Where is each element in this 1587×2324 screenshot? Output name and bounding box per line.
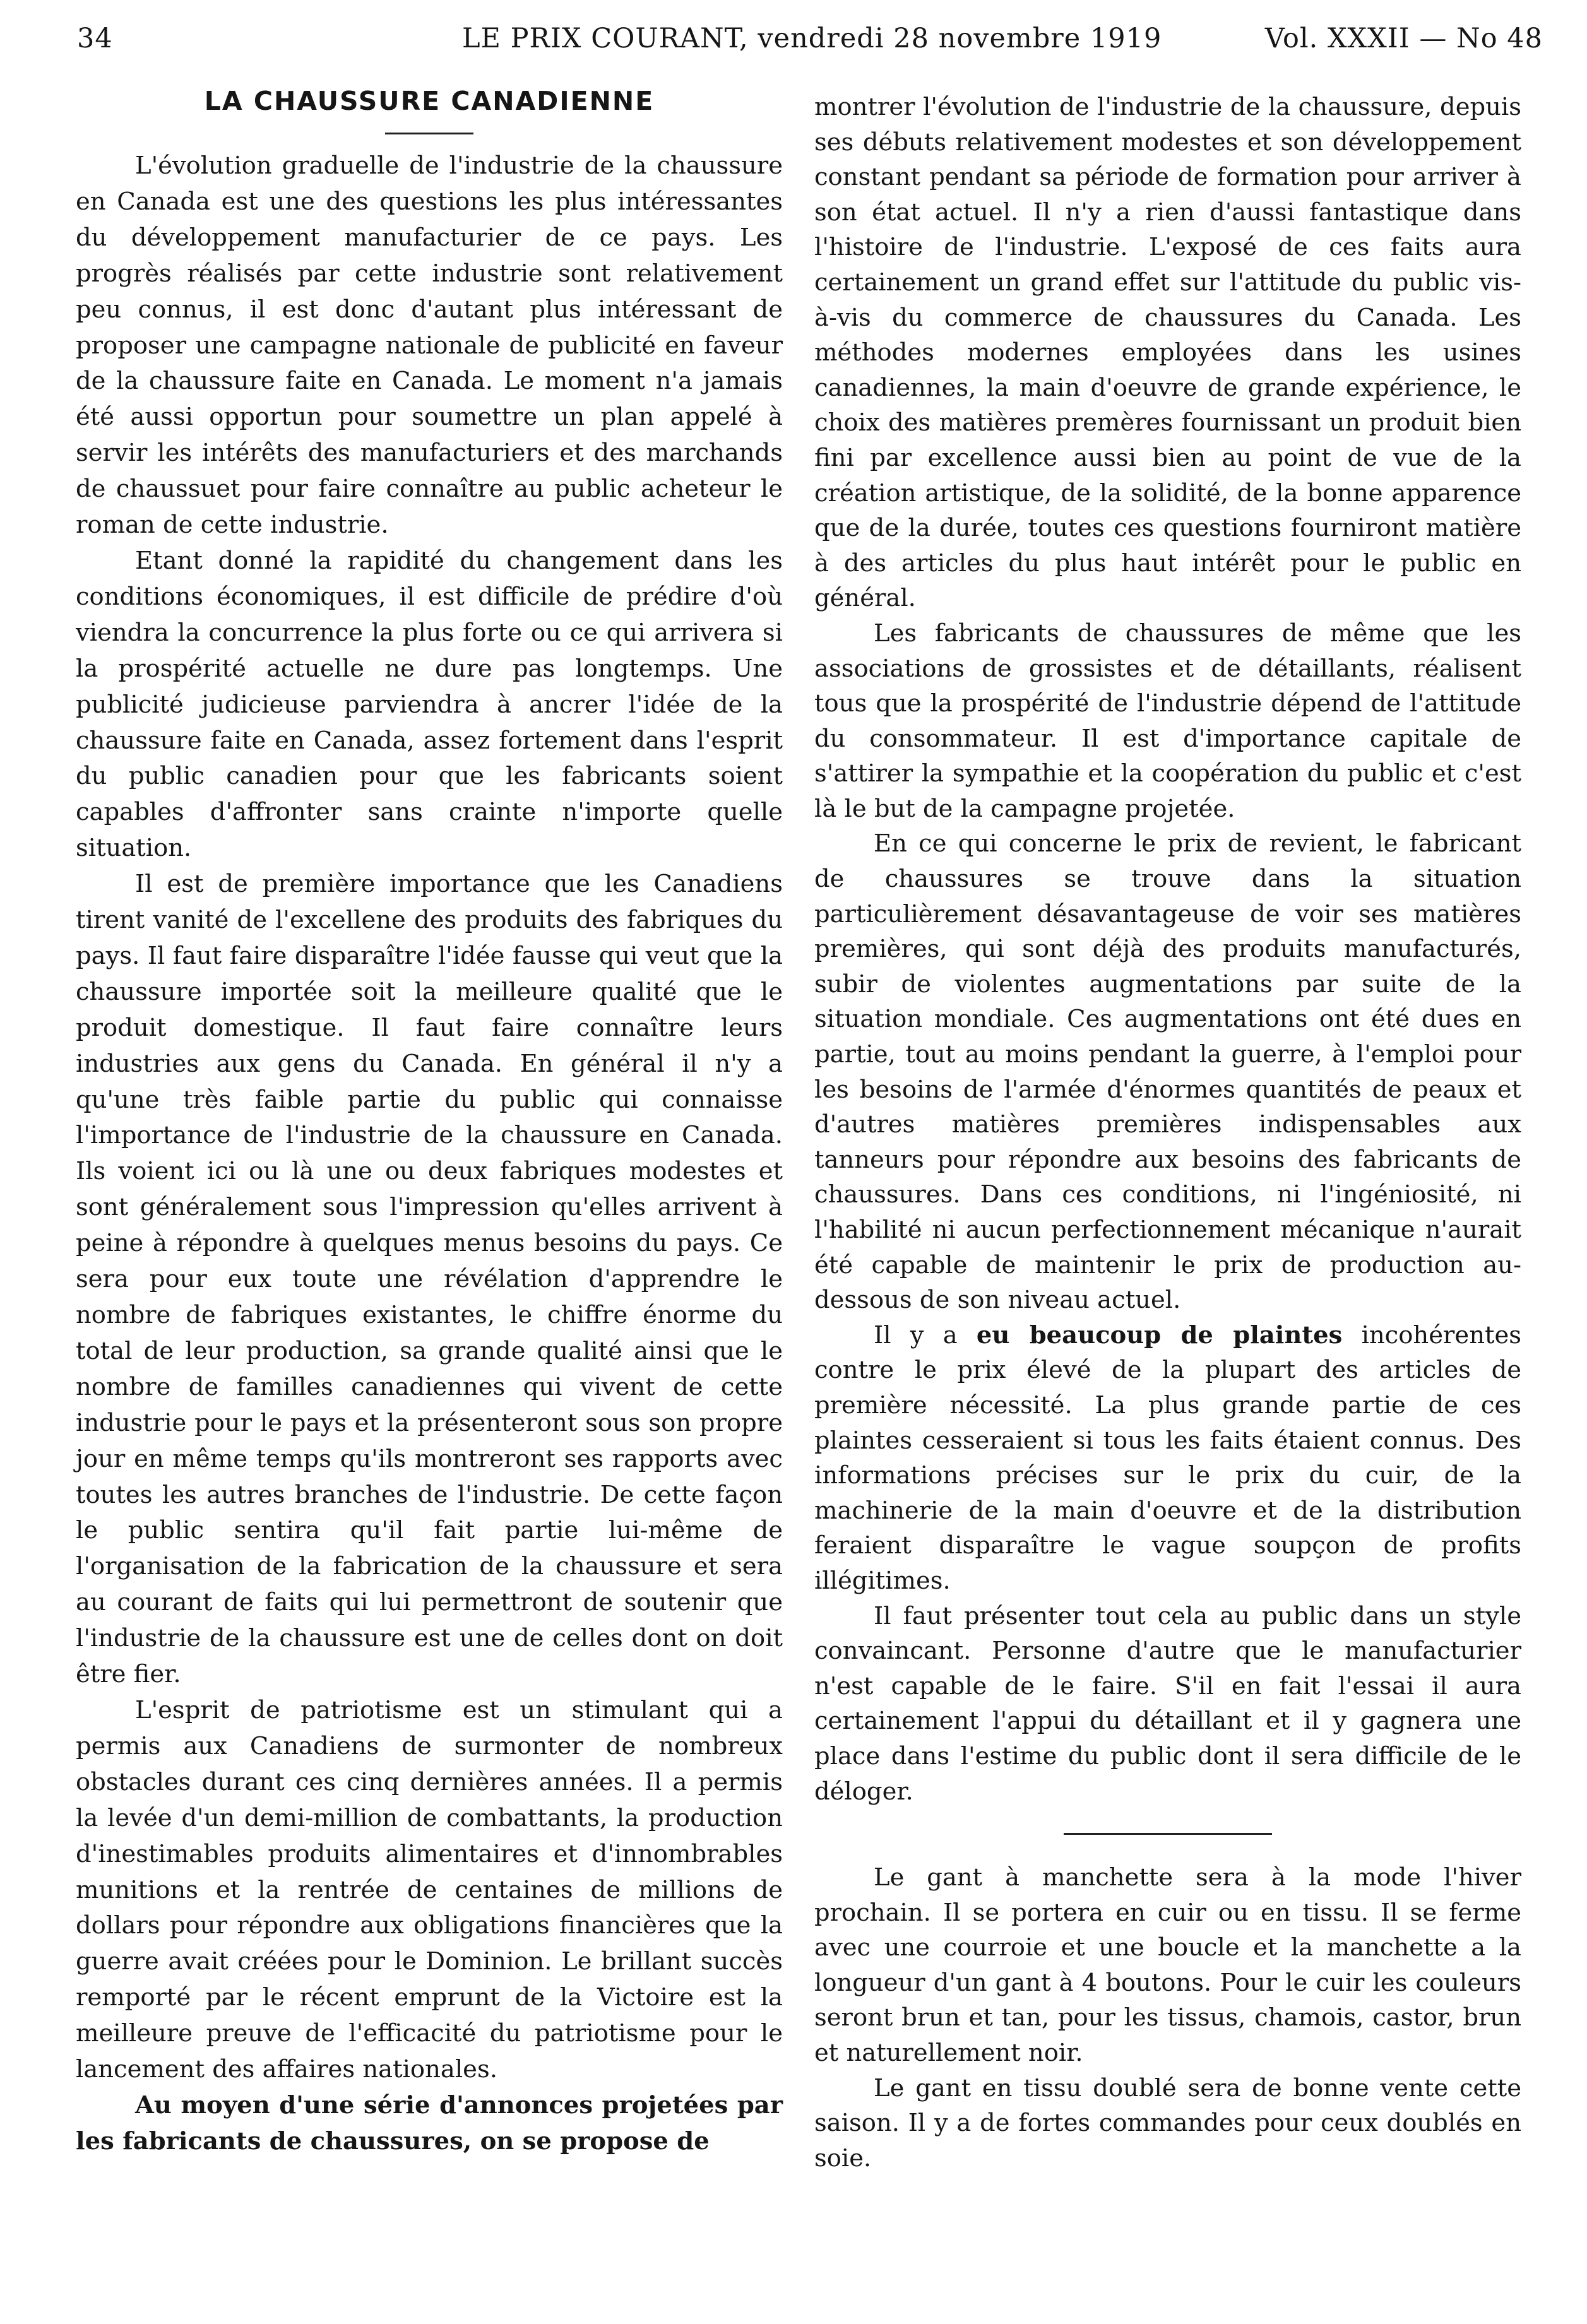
page-number: 34 (77, 23, 113, 54)
plaintes-bold-text: eu beaucoup de plaintes (976, 1320, 1343, 1349)
section-divider (1064, 1833, 1272, 1835)
article-paragraph-continued: montrer l'évolution de l'industrie de la chaussure, depuis ses débuts relativement modestes et son développement constant pendant sa période de formation pour arriver à son état actuel. Il n'y a rien d'aussi fantastique dans l'histoire de l'industrie. L'exposé de ces faits aura certainement un grand effet sur l'attitude du public vis-à-vis du commerce de chaussures du Canada. Les méthodes modernes employées dans les usines canadiennes, la main d'oeuvre de grande expérience, le choix des matières premères fournissant un produit bien fini par excellence aussi bien au point de vue de la création artistique, de la solidité, de la bonne apparence que de la durée, toutes ces questions fourniront matière à des articles du plus haut intérêt pour le public en général. (814, 93, 1521, 613)
article-paragraph: L'esprit de patriotisme est un stimulant qui a permis aux Canadiens de surmonter de nombreux obstacles durant ces cinq dernières années. Il a permis la levée d'un demi-million de combattants, la production d'inestimables produits alimentaires et d'innombrables munitions et la rentrée de centaines de millions de dollars pour répondre aux obligations financières que la guerre avait créées pour le Dominion. Le brillant succès remporté par le récent emprunt de la Victoire est la meilleure preuve de l'efficacité du patriotisme pour le lancement des affaires nationales. (76, 1695, 783, 2084)
title-divider (385, 133, 473, 134)
article-paragraph: En ce qui concerne le prix de revient, le fabricant de chaussures se trouve dans la situation particulièrement désavantageuse de voir ses matières premières, qui sont déjà des produits manufacturés, subir de violentes augmentations par suite de la situation mondiale. Ces augmentations ont été dues en partie, tout au moins pendant la guerre, à l'emploi pour les besoins de l'armée d'énormes quantités de peaux et d'autres matières premières indispensables aux tanneurs pour répondre aux besoins des fabricants de chaussures. Dans ces conditions, ni l'ingéniosité, ni l'habilité ni aucun perfectionnement mécanique n'aurait été capable de maintenir le prix de production au-dessous de son niveau actuel. (814, 829, 1521, 1315)
article-paragraph: Il est de première importance que les Canadiens tirent vanité de l'excellene des produits des fabriques du pays. Il faut faire disparaître l'idée fausse qui veut que la chaussure importée soit la meilleure qualité que le produit domestique. Il faut faire connaître leurs industries aux gens du Canada. En général il n'y a qu'une très faible partie du public qui connaisse l'importance de l'industrie de la chaussure en Canada. Ils voient ici ou là une ou deux fabriques modestes et sont généralement sous l'impression qu'elles arrivent à peine à répondre à quelques menus besoins du pays. Ce sera pour eux toute une révélation d'apprendre le nombre de fabriques existantes, le chiffre énorme du total de leur production, sa grande qualité ainsi que le nombre de familles canadiennes qui vivent de cette industrie pour le pays et la présenteront sous son propre jour en même temps qu'ils montreront ses rapports avec toutes les autres branches de l'industrie. De cette façon le public sentira qu'il fait partie lui-même de l'organisation de la fabrication de la chaussure et sera au courant de faits qui lui permettront de soutenir que l'industrie de la chaussure est une de celles dont on doit être fier. (76, 870, 783, 1689)
left-column (76, 83, 783, 2160)
article-paragraph-plaintes (814, 1318, 1521, 1599)
publication-line: LE PRIX COURANT, vendredi 28 novembre 1919 (462, 23, 1162, 54)
article-paragraph: Au moyen d'une série d'annonces projetées par les fabricants de chaussures, on se propose de (76, 2090, 783, 2155)
plaintes-lead: Il y a (874, 1320, 958, 1349)
article-paragraph: Etant donné la rapidité du changement dans les conditions économiques, il est difficile de prédire d'où viendra la concurrence la plus forte ou ce qui arrivera si la prospérité actuelle ne dure pas longtemps. Une publicité judicieuse parviendra à ancrer l'idée de la chaussure faite en Canada, assez fortement dans l'esprit du public canadien pour que les fabricants soient capables d'affronter sans crainte n'importe quelle situation. (76, 546, 783, 863)
gants-paragraph: Le gant en tissu doublé sera de bonne vente cette saison. Il y a de fortes commandes pour ceux doublés en soie. (814, 2073, 1521, 2173)
article-title: LA CHAUSSURE CANADIENNE (204, 86, 655, 116)
article-paragraph: Il faut présenter tout cela au public dans un style convaincant. Personne d'autre que le manufacturier n'est capable de le faire. S'il en fait l'essai il aura certainement l'appui du détaillant et il y gagnera une place dans l'estime du public dont il sera difficile de le déloger. (814, 1601, 1521, 1806)
page-header (71, 23, 1543, 67)
article-paragraph: Les fabricants de chaussures de même que les associations de grossistes et de détaillants, réalisent tous que la prospérité de l'industrie dépend de l'attitude du consommateur. Il est d'importance capitale de s'attirer la sympathie et la coopération du public et c'est là le but de la campagne projetée. (814, 619, 1521, 823)
article-paragraph: L'évolution graduelle de l'industrie de la chaussure en Canada est une des questions les plus intéressantes du développement manufacturier de ce pays. Les progrès réalisés par cette industrie sont relativement peu connus, il est donc d'autant plus intéressant de proposer une campagne nationale de publicité en faveur de la chaussure faite en Canada. Le moment n'a jamais été aussi opportun pour soumettre un plan appelé à servir les intérêts des manufacturiers et des marchands de chaussuet pour faire connaître au public acheteur le roman de cette industrie. (76, 151, 783, 540)
right-column (814, 90, 1521, 2176)
plaintes-rest: incohérentes contre le prix élevé de la plupart des articles de première nécessité. La plus grande partie de ces plaintes cesseraient si tous les faits étaient connus. Des informations précises sur le prix du cuir, de la machinerie de la main d'oeuvre et de la distribution feraient disparaître le vague soupçon de profits illégitimes. (814, 1320, 1522, 1595)
volume-number: Vol. XXXII — No 48 (1264, 23, 1543, 54)
gants-paragraph: Le gant à manchette sera à la mode l'hiver prochain. Il se portera en cuir ou en tissu. Il se ferme avec une courroie et une boucle et la manchette a la longueur d'un gant à 4 boutons. Pour le cuir les couleurs seront brun et tan, pour les tissus, chamois, castor, brun et naturellement noir. (814, 1863, 1521, 2068)
